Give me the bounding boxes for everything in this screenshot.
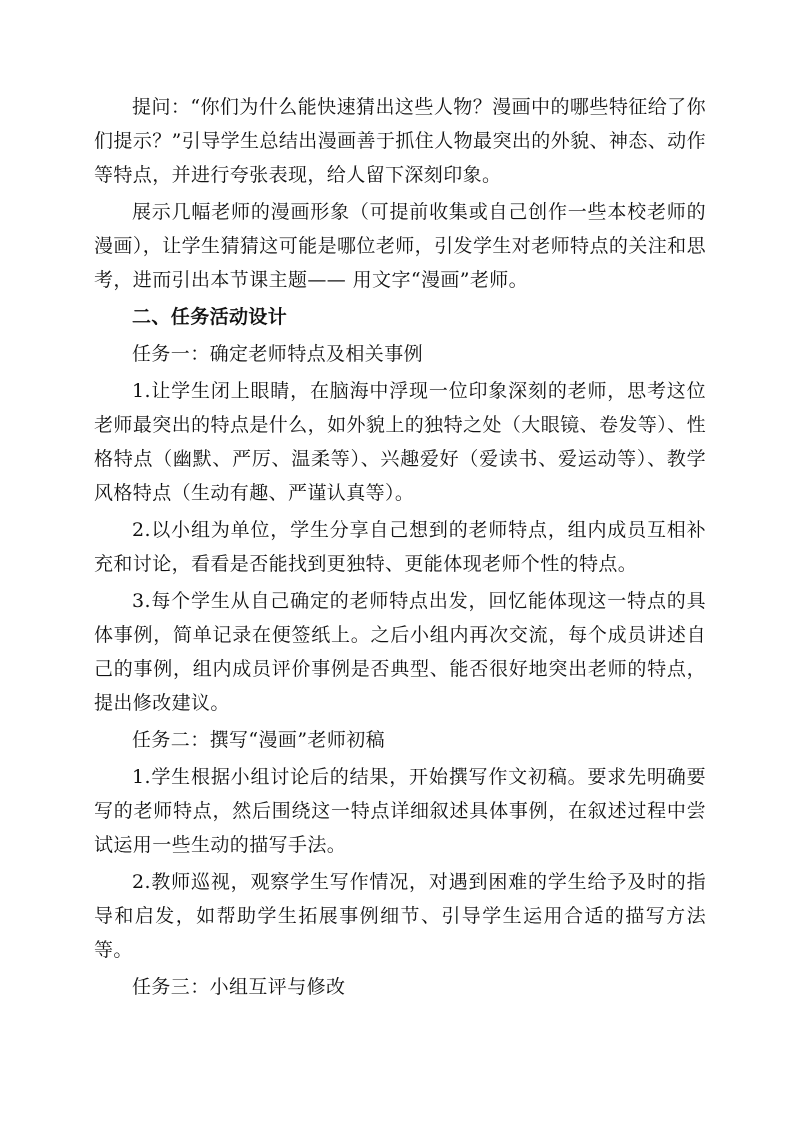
task-one-step-1: 1.让学生闭上眼睛，在脑海中浮现一位印象深刻的老师，思考这位老师最突出的特点是什么，如外貌上的独特之处（大眼镜、卷发等）、性格特点（幽默、严厉、温柔等）、兴趣爱好（爱读书、爱运动等）、教学风格特点（生动有趣、严谨认真等）。: [94, 380, 706, 504]
task-one-title: 任务一：确定老师特点及相关事例: [132, 343, 424, 365]
intro-display-paragraph: 展示几幅老师的漫画形象（可提前收集或自己创作一些本校老师的漫画），让学生猜猜这可能是哪位老师，引发学生对老师特点的关注和思考，进而引出本节课主题—— 用文字“漫画”老师。: [94, 201, 706, 291]
document-body: [94, 90, 706, 1007]
task-two-step-2: 2.教师巡视，观察学生写作情况，对遇到困难的学生给予及时的指导和启发，如帮助学生拓展事例细节、引导学生运用合适的描写方法等。: [94, 871, 706, 961]
intro-question-paragraph: 提问：“你们为什么能快速猜出这些人物？漫画中的哪些特征给了你们提示？”引导学生总结出漫画善于抓住人物最突出的外貌、神态、动作等特点，并进行夸张表现，给人留下深刻印象。: [94, 96, 706, 186]
task-one-step-2: 2.以小组为单位，学生分享自己想到的老师特点，组内成员互相补充和讨论，看看是否能找到更独特、更能体现老师个性的特点。: [94, 519, 706, 575]
task-one-step-3: 3.每个学生从自己确定的老师特点出发，回忆能体现这一特点的具体事例，简单记录在便签纸上。之后小组内再次交流，每个成员讲述自己的事例，组内成员评价事例是否典型、能否很好地突出老师的特点，提出修改建议。: [94, 590, 706, 714]
task-two-title: 任务二：撰写“漫画”老师初稿: [132, 729, 386, 751]
task-three-title: 任务三：小组互评与修改: [132, 976, 346, 998]
section-heading-task-design: 二、任务活动设计: [132, 306, 288, 328]
task-two-step-1: 1.学生根据小组讨论后的结果，开始撰写作文初稿。要求先明确要写的老师特点，然后围绕这一特点详细叙述具体事例，在叙述过程中尝试运用一些生动的描写手法。: [94, 766, 706, 856]
